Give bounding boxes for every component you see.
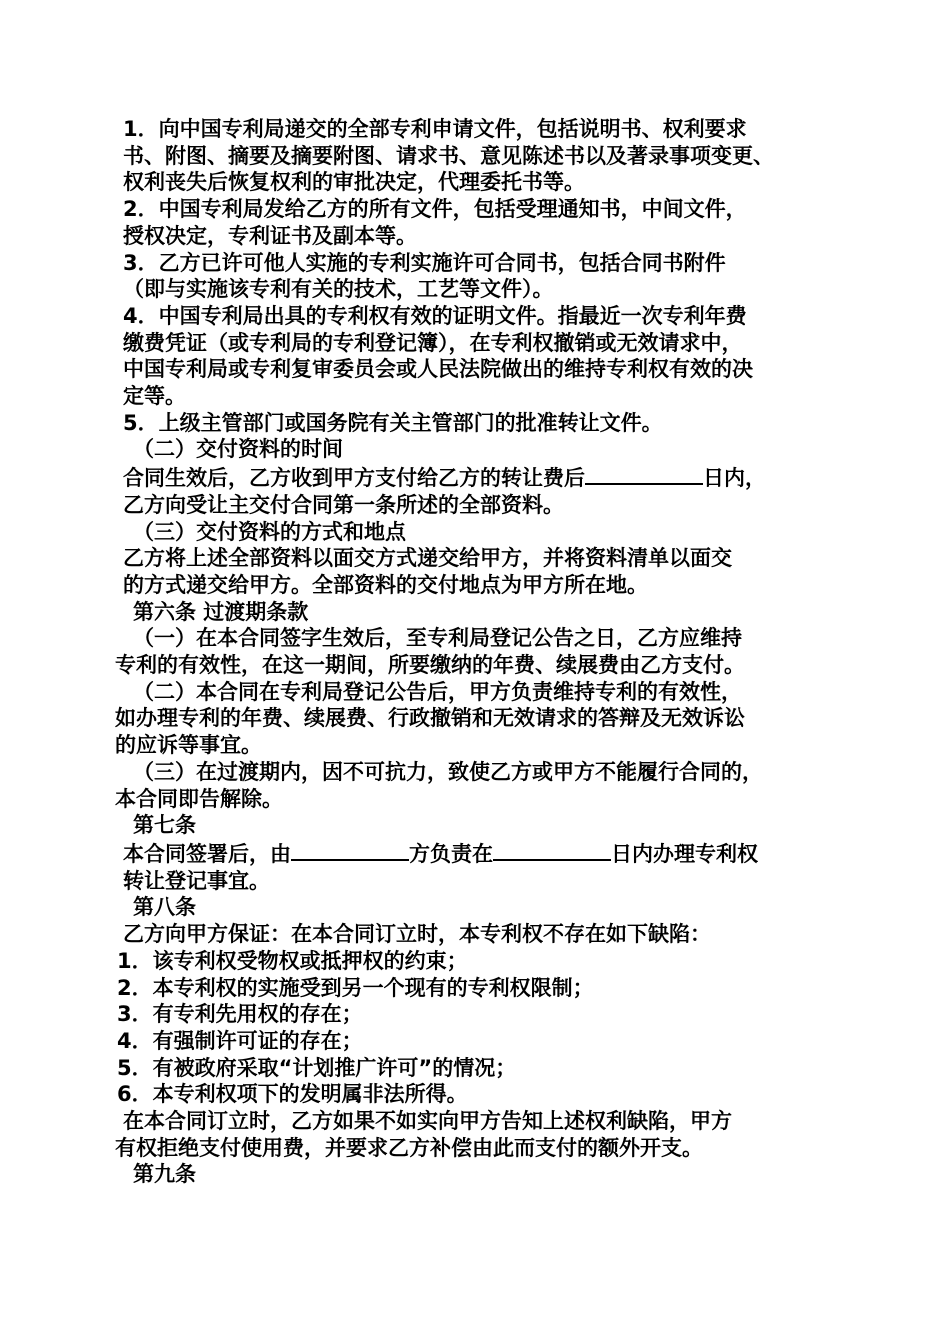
text-line: 中国专利局或专利复审委员会或人民法院做出的维持专利权有效的决 bbox=[123, 357, 753, 382]
text-line: 如办理专利的年费、续展费、行政撤销和无效请求的答辩及无效诉讼 bbox=[115, 706, 745, 731]
text-line: 乙方向甲方保证：在本合同订立时，本专利权不存在如下缺陷： bbox=[123, 922, 711, 947]
text-line: 权利丧失后恢复权利的审批决定，代理委托书等。 bbox=[123, 170, 585, 195]
text-line: 4．中国专利局出具的专利权有效的证明文件。指最近一次专利年费 bbox=[123, 303, 747, 328]
text-line: （一）在本合同签字生效后，至专利局登记公告之日，乙方应维持 bbox=[133, 626, 742, 651]
paragraph-item-5 bbox=[115, 410, 845, 437]
article-heading-6 bbox=[115, 599, 845, 626]
paragraph-article-8-tail bbox=[115, 1108, 845, 1161]
blank-fill-line bbox=[291, 839, 409, 861]
text-line: 的应诉等事宜。 bbox=[115, 733, 262, 758]
text-segment: 日内办理专利权 bbox=[611, 841, 758, 866]
article-heading-8 bbox=[115, 894, 845, 921]
section-heading-delivery-method bbox=[115, 519, 845, 546]
text-segment: 合同生效后，乙方收到甲方支付给乙方的转让费后 bbox=[123, 466, 585, 491]
text-line: 第九条 bbox=[133, 1162, 196, 1187]
list-item: 6．本专利权项下的发明属非法所得。 bbox=[117, 1082, 468, 1107]
article-heading-9 bbox=[115, 1161, 845, 1188]
text-line: 本合同即告解除。 bbox=[115, 786, 283, 811]
list-item: 3．有专利先用权的存在； bbox=[117, 1002, 363, 1027]
text-line: 乙方向受让主交付合同第一条所述的全部资料。 bbox=[123, 492, 564, 517]
document-page bbox=[115, 116, 845, 1188]
text-line: 缴费凭证（或专利局的专利登记簿），在专利权撤销或无效请求中， bbox=[123, 330, 743, 355]
article-8-defect-list bbox=[115, 948, 845, 1108]
text-line: 转让登记事宜。 bbox=[123, 868, 270, 893]
text-line: （即与实施该专利有关的技术，工艺等文件）。 bbox=[123, 277, 554, 302]
paragraph-delivery-time bbox=[115, 463, 845, 518]
text-line: 书、附图、摘要及摘要附图、请求书、意见陈述书以及著录事项变更、 bbox=[123, 143, 774, 168]
list-item: 5．有被政府采取“计划推广许可”的情况； bbox=[117, 1055, 517, 1080]
text-line: 3．乙方已许可他人实施的专利实施许可合同书，包括合同书附件 bbox=[123, 250, 726, 275]
blank-fill-line bbox=[493, 839, 611, 861]
section-heading-delivery-time bbox=[115, 436, 845, 463]
paragraph-item-1 bbox=[115, 116, 845, 196]
paragraph-delivery-method bbox=[115, 545, 845, 598]
text-segment: 方负责在 bbox=[409, 841, 493, 866]
text-line: （二）本合同在专利局登记公告后，甲方负责维持专利的有效性， bbox=[133, 679, 742, 704]
paragraph-item-3 bbox=[115, 250, 845, 303]
paragraph-article-6-clause-3 bbox=[115, 759, 845, 812]
text-line: 的方式递交给甲方。全部资料的交付地点为甲方所在地。 bbox=[123, 572, 648, 597]
paragraph-article-8-intro bbox=[115, 921, 845, 948]
text-line: 第七条 bbox=[133, 813, 196, 838]
paragraph-article-6-clause-1 bbox=[115, 625, 845, 678]
text-segment: 本合同签署后，由 bbox=[123, 841, 291, 866]
text-line: 定等。 bbox=[123, 384, 186, 409]
blank-fill-line bbox=[585, 463, 703, 485]
list-item: 2．本专利权的实施受到另一个现有的专利权限制； bbox=[117, 975, 594, 1000]
text-segment: 日内， bbox=[703, 466, 766, 491]
list-item: 4．有强制许可证的存在； bbox=[117, 1028, 363, 1053]
paragraph-item-2 bbox=[115, 196, 845, 249]
list-item: 1．该专利权受物权或抵押权的约束； bbox=[117, 948, 468, 973]
text-line: 2．中国专利局发给乙方的所有文件，包括受理通知书，中间文件， bbox=[123, 197, 747, 222]
text-line: 1．向中国专利局递交的全部专利申请文件，包括说明书、权利要求 bbox=[123, 117, 747, 141]
text-line: （二）交付资料的时间 bbox=[133, 437, 343, 462]
article-heading-7 bbox=[115, 812, 845, 839]
text-line-with-blanks bbox=[123, 839, 845, 868]
text-line-with-blank bbox=[123, 463, 845, 492]
text-line: （三）交付资料的方式和地点 bbox=[133, 519, 406, 544]
text-line: 专利的有效性，在这一期间，所要缴纳的年费、续展费由乙方支付。 bbox=[115, 653, 745, 678]
text-line: （三）在过渡期内，因不可抗力，致使乙方或甲方不能履行合同的， bbox=[133, 759, 763, 784]
text-line: 第六条 过渡期条款 bbox=[133, 599, 309, 624]
text-line: 有权拒绝支付使用费，并要求乙方补偿由此而支付的额外开支。 bbox=[115, 1135, 703, 1160]
text-line: 第八条 bbox=[133, 895, 196, 920]
paragraph-article-7 bbox=[115, 839, 845, 894]
paragraph-item-4 bbox=[115, 303, 845, 410]
text-line: 在本合同订立时，乙方如果不如实向甲方告知上述权利缺陷，甲方 bbox=[123, 1109, 732, 1134]
text-line: 乙方将上述全部资料以面交方式递交给甲方，并将资料清单以面交 bbox=[123, 546, 732, 571]
text-line: 授权决定，专利证书及副本等。 bbox=[123, 223, 417, 248]
text-line: 5．上级主管部门或国务院有关主管部门的批准转让文件。 bbox=[123, 410, 663, 435]
paragraph-article-6-clause-2 bbox=[115, 679, 845, 759]
